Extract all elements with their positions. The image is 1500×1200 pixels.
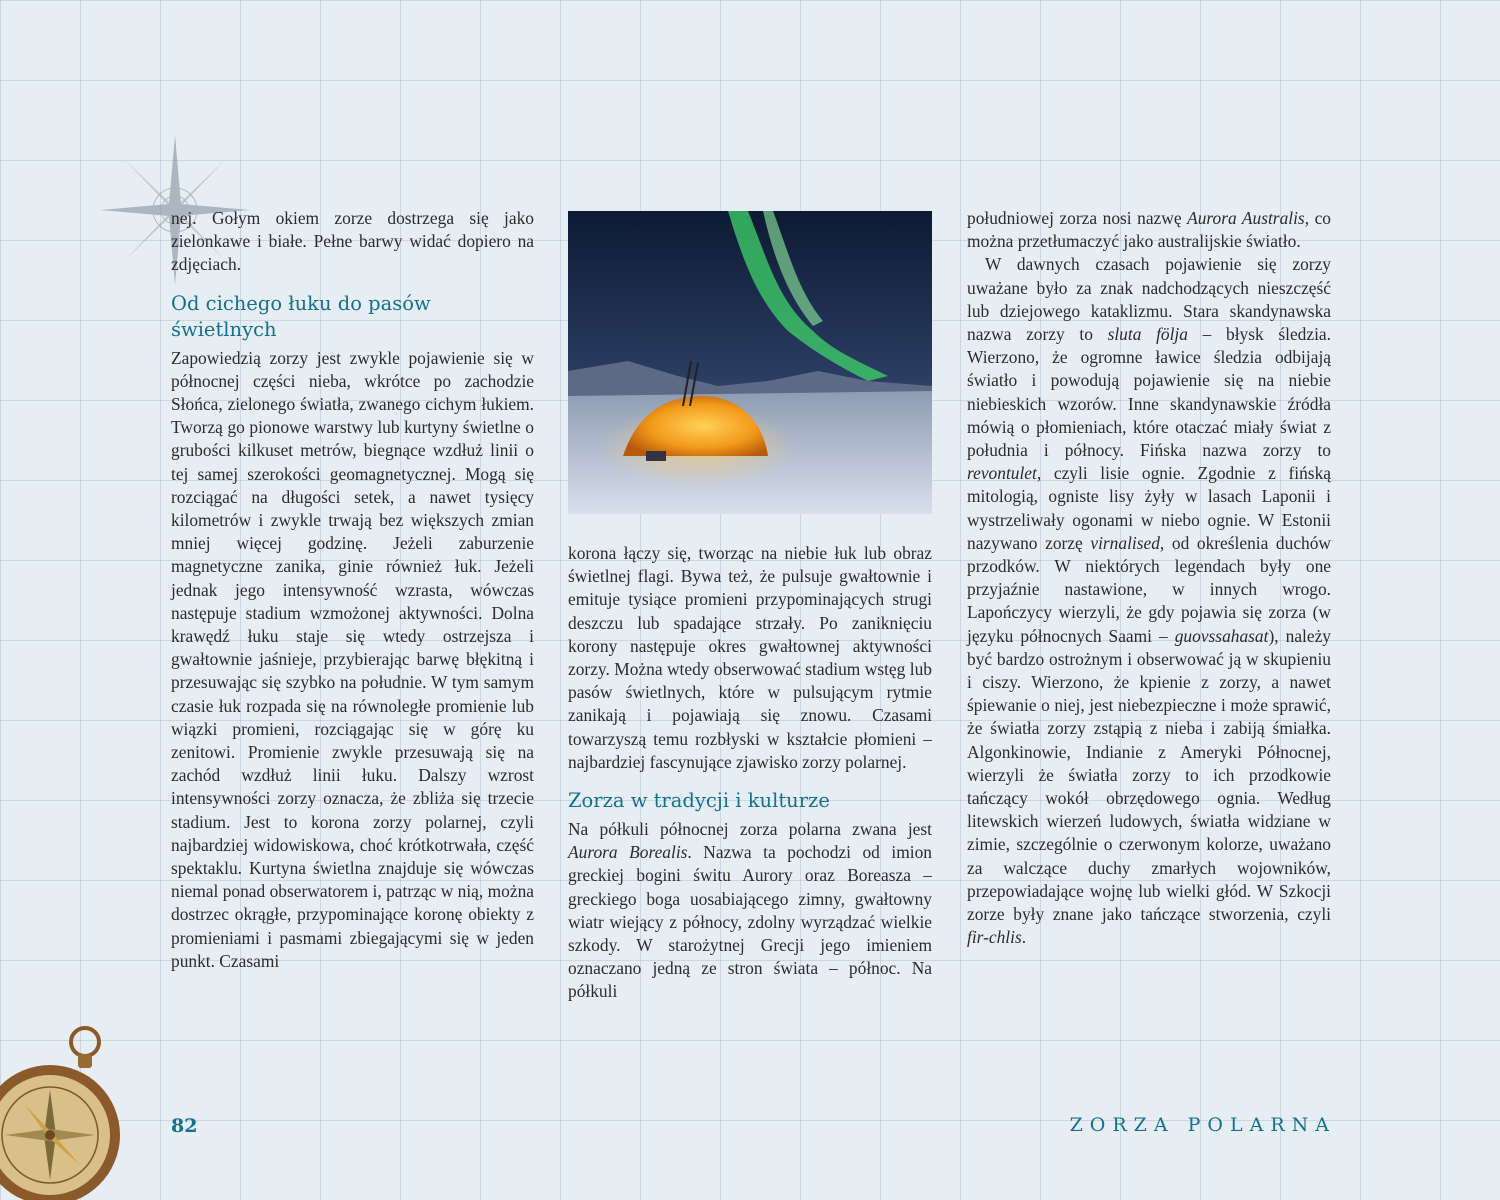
- paragraph-arc-stages: Zapowiedzią zorzy jest zwykle pojawienie się w północnej części nieba, wkrótce po zachodzie Słońca, zielonego światła, zwanego cichym łukiem. Tworzą go pionowe warstwy lub kurtyny świetlne o grubości kilkuset metrów, biegnące wzdłuż linii o tej samej szerokości geomagnetycznej. Mogą się rozciągać na długości setek, a nawet tysięcy kilometrów i zwykle trwają bez większych zmian mniej więcej godzinę. Jeżeli zaburzenie magnetyczne zanika, ginie również łuk. Jeżeli jednak jego intensywność wzrasta, wówczas następuje stadium wzmożonej aktywności. Dolna krawędź łuku staje się wtedy ostrzejsza i gwałtownie jaśnieje, przybierając barwę błękitną i przesuwając się szybko na południe. W tym samym czasie łuk rozpada się na równoległe promienie lub wiązki promieni, rozciągając się w górę ku zenitowi. Promienie zwykle przesuwają się na zachód wzdłuż linii łuku. Dalszy wzrost intensywności zorzy oznacza, że zbliża się trzecie stadium. Jest to korona zorzy polarnej, czyli najbardziej widowiskowa, choć krótkotrwała, część spektaklu. Kurtyna świetlna znajduje się wówczas niemal ponad obserwatorem i, patrząc w nią, można dostrzec okrągłe, przypominające koronę obiekty z promieniami i pasmami zbiegającymi się w jeden punkt. Czasami: [171, 347, 534, 971]
- paragraph-folklore: W dawnych czasach pojawienie się zorzy uważane było za znak nadchodzących nieszczęść lub dziejowego kataklizmu. Stara skandynawska nazwa zorzy to sluta följa – błysk śledzia. Wierzono, że ogromne ławice śledzia odbijają światło i powodują pojawienie się na niebie niebieskich wzorów. Inne skandynawskie źródła mówią o płomieniach, które otaczać miały świat z południa i północy. Fińska nazwa zorzy to revontulet, czyli lisie ognie. Zgodnie z fińską mitologią, ogniste lisy żyły w lasach Laponii i wystrzeliwały ogonami w niebo ognie. W Estonii nazywano zorzę virnalised, od określenia duchów przodków. W niektórych legendach były one przyjaźnie nastawione, w innych wrogo. Lapończycy wierzyli, że gdy pojawia się zorza (w języku północnych Saami – guovssahasat), należy być bardzo ostrożnym i obserwować ją w skupieniu i ciszy. Wierzono, że kpienie z zorzy, a nawet śpiewanie o niej, jest niebezpieczne i może sprawić, że światła zorzy zstąpią z nieba i zabiją śmiałka. Algonkinowie, Indianie z Ameryki Północnej, wierzyli że światła zorzy to ich przodkowie tańczący wokół obrzędowego ognia. Według litewskich wierzeń ludowych, światła widziane w zimie, szczególnie o czerwonym kolorze, uważano za walczące duchy zmarłych wojowników, przepowiadające wojnę lub wielki głód. W Szkocji zorze były znane jako tańczące stworzenia, czyli fir-chlis.: [967, 254, 1332, 948]
- text-column-middle: [568, 542, 932, 1004]
- running-title: ZORZA POLARNA: [1069, 1114, 1336, 1136]
- term-aurora-borealis: Aurora Borealis: [568, 842, 688, 863]
- term-virnalised: virnalised: [1090, 532, 1160, 553]
- term-fir-chlis: fir-chlis: [967, 927, 1022, 948]
- paragraph-borealis: Na półkuli północnej zorza polarna zwana jest Aurora Borealis. Nazwa ta pochodzi od imion greckiej bogini świtu Aurory oraz Boreasza – greckiego boga uosabiającego zimny, gwałtowny wiatr wiejący z północy, zdolny wyrządzać wielkie szkody. W starożytnej Grecji jego imieniem oznaczano jedną ze stron świata – północ. Na półkuli: [568, 819, 932, 1002]
- term-revontulet: revontulet: [967, 463, 1037, 484]
- text-column-right: [967, 207, 1331, 950]
- term-sluta-folja: sluta följa: [1107, 324, 1188, 345]
- pocket-compass-decoration: [0, 1020, 140, 1200]
- paragraph-corona: korona łączy się, tworząc na niebie łuk lub obraz świetlnej flagi. Bywa też, że pulsuje gwałtownie i emituje tysiące promieni przypominających strugi deszczu lub spadające strzały. Po zaniknięciu korony następuje okres gwałtownej aktywności zorzy. Można wtedy obserwować stadium wstęg lub pasów świetlnych, które w pulsującym rytmie zanikają i pojawiają się znowu. Czasami towarzyszą temu rozbłyski w kształcie płomieni – najbardziej fascynujące zjawisko zorzy polarnej.: [568, 543, 932, 772]
- paragraph-australis: południowej zorza nosi nazwę Aurora Australis, co można przetłumaczyć jako australijskie światło.: [967, 208, 1331, 252]
- aurora-tent-photo: [568, 211, 932, 514]
- page-number: 82: [171, 1115, 198, 1137]
- term-guovssahasat: guovssahasat: [1174, 625, 1269, 646]
- section-heading-tradition: Zorza w tradycji i kulturze: [568, 789, 830, 813]
- paragraph-continuation: nej. Gołym okiem zorze dostrzega się jako zielonkawe i białe. Pełne barwy widać dopiero na zdjęciach.: [171, 208, 534, 275]
- term-aurora-australis: Aurora Australis: [1187, 208, 1305, 228]
- section-heading-arc: Od cichego łuku do pasów świetlnych: [171, 291, 431, 341]
- text-column-left: [171, 207, 534, 973]
